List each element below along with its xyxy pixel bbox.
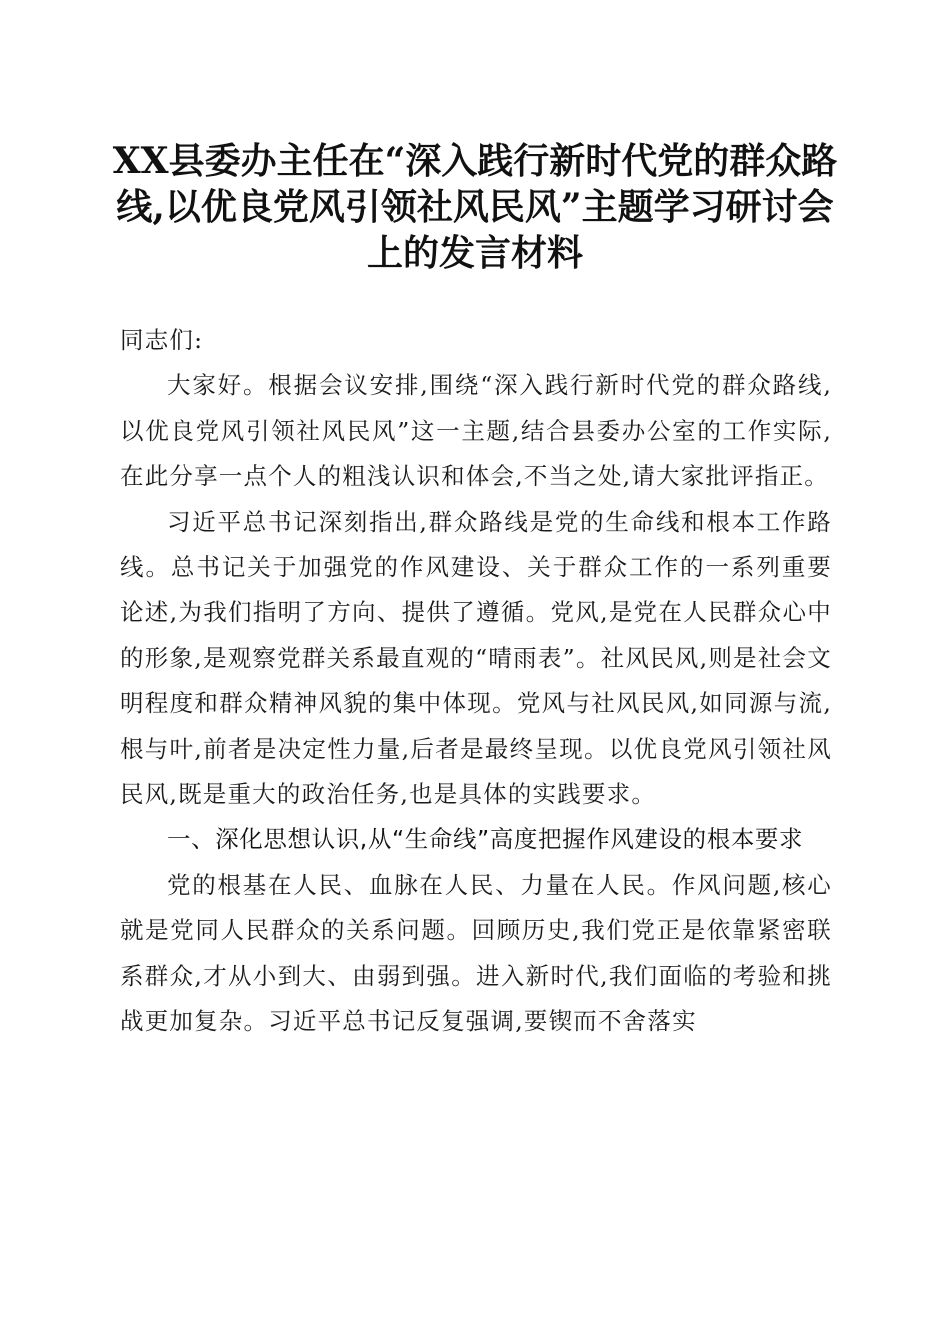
section-heading: 一、深化思想认识,从“生命线”高度把握作风建设的根本要求 bbox=[167, 825, 804, 854]
salutation: 同志们: bbox=[120, 326, 204, 354]
section-paragraph: 党的根基在人民、血脉在人民、力量在人民。作风问题,核心就是党同人民群众的关系问题。回顾历史,我们党正是依靠紧密联系群众,才从小到大、由弱到强。进入新时代,我们面临的考验和挑战更加复杂。习近平总书记反复强调,要锲而不舍落实 bbox=[120, 870, 832, 1036]
document-title: XX县委办主任在“深入践行新时代党的群众路线,以优良党风引领社风民风”主题学习研讨会上的发言材料 bbox=[112, 140, 838, 274]
paragraph-intro: 大家好。根据会议安排,围绕“深入践行新时代党的群众路线,以优良党风引领社风民风”这一主题,结合县委办公室的工作实际,在此分享一点个人的粗浅认识和体会,不当之处,请大家批评指正。 bbox=[120, 371, 832, 491]
document-body bbox=[120, 318, 832, 1045]
paragraph-main: 习近平总书记深刻指出,群众路线是党的生命线和根本工作路线。总书记关于加强党的作风建设、关于群众工作的一系列重要论述,为我们指明了方向、提供了遵循。党风,是党在人民群众心中的形象,是观察党群关系最直观的“晴雨表”。社风民风,则是社会文明程度和群众精神风貌的集中体现。党风与社风民风,如同源与流,根与叶,前者是决定性力量,后者是最终呈现。以优良党风引领社风民风,既是重大的政治任务,也是具体的实践要求。 bbox=[120, 507, 832, 809]
